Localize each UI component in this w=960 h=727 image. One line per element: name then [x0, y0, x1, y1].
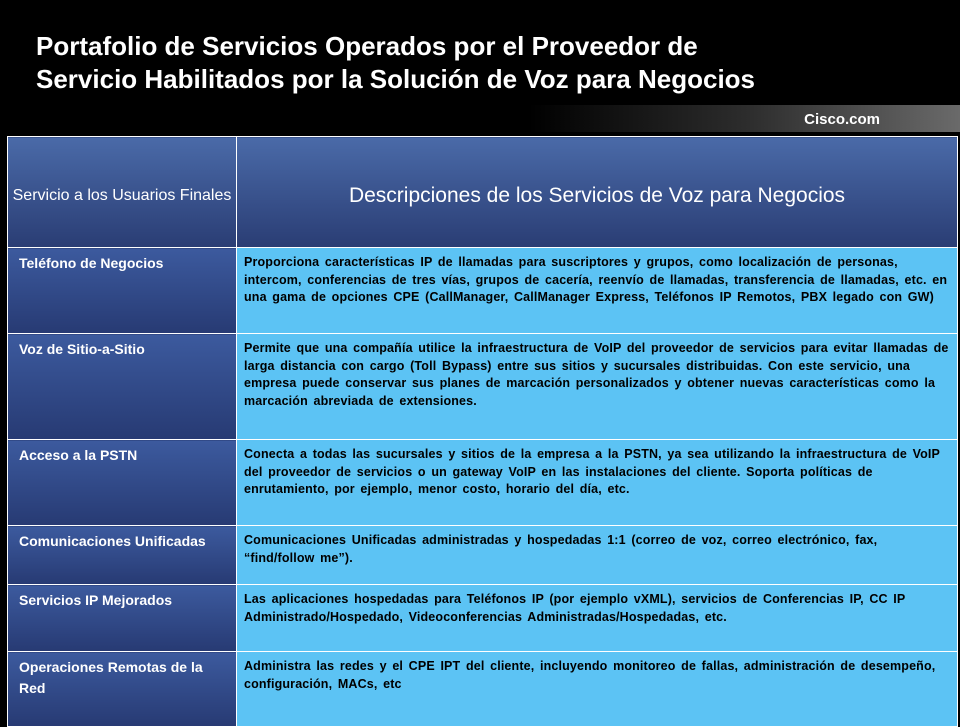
service-name: Acceso a la PSTN [8, 440, 237, 526]
service-name: Servicios IP Mejorados [8, 585, 237, 652]
table-row [8, 248, 958, 334]
slide-title [36, 30, 936, 96]
table-row [8, 652, 958, 727]
slide-title-line-2: Servicio Habilitados por la Solución de Voz para Negocios [36, 64, 756, 94]
service-name: Comunicaciones Unificadas [8, 526, 237, 585]
service-name: Operaciones Remotas de la Red [8, 652, 237, 727]
column-header-service: Servicio a los Usuarios Finales [8, 137, 237, 248]
service-name: Teléfono de Negocios [8, 248, 237, 334]
column-header-description: Descripciones de los Servicios de Voz para Negocios [237, 137, 958, 248]
table-row [8, 440, 958, 526]
service-description: Las aplicaciones hospedadas para Teléfonos IP (por ejemplo vXML), servicios de Conferencias IP, CC IP Administrado/Hospedado, Videoconferencias Administradas/Hospedadas, etc. [237, 585, 958, 652]
brand-label: Cisco.com [804, 111, 880, 128]
service-description: Administra las redes y el CPE IPT del cliente, incluyendo monitoreo de fallas, administración de desempeño, configuración, MACs, etc [237, 652, 958, 727]
table-row [8, 585, 958, 652]
service-description: Proporciona características IP de llamadas para suscriptores y grupos, como localización de personas, intercom, conferencias de tres vías, grupos de cacería, reenvío de llamadas, transferencia de llamadas, etc. en una gama de opciones CPE (CallManager, CallManager Express, Teléfonos IP Remotos, PBX legado con GW) [237, 248, 958, 334]
table-row [8, 526, 958, 585]
service-description: Comunicaciones Unificadas administradas y hospedadas 1:1 (correo de voz, correo electrónico, fax, “find/follow me”). [237, 526, 958, 585]
service-name: Voz de Sitio-a-Sitio [8, 334, 237, 440]
table-row [8, 334, 958, 440]
services-table [7, 136, 958, 727]
table-header-row [8, 137, 958, 248]
service-description: Permite que una compañía utilice la infraestructura de VoIP del proveedor de servicios para evitar llamadas de larga distancia con cargo (Toll Bypass) entre sus sitios y sucursales distribuidas. Con este servicio, una empresa puede conservar sus planes de marcación personalizados y obtener nuevas características como la marcación abreviada de extensiones. [237, 334, 958, 440]
slide-title-line-1: Portafolio de Servicios Operados por el Proveedor de [36, 31, 698, 61]
service-description: Conecta a todas las sucursales y sitios de la empresa a la PSTN, ya sea utilizando la infraestructura de VoIP del proveedor de servicios o un gateway VoIP en las instalaciones del cliente. Soporta políticas de enrutamiento, por ejemplo, menor costo, horario del día, etc. [237, 440, 958, 526]
